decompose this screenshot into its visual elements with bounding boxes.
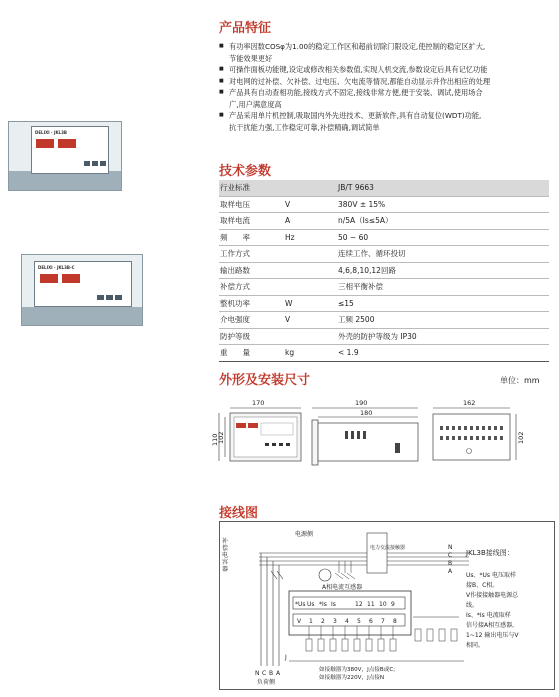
phase-n: N	[448, 544, 453, 551]
terminal-label: *Is	[319, 601, 327, 608]
side-depth-label: 190	[355, 399, 368, 407]
spec-name: 工作方式	[220, 249, 250, 259]
terminal-label: 10	[379, 601, 387, 608]
info-line: Us、*Us 电压取样	[466, 572, 516, 579]
spec-unit: V	[285, 199, 291, 209]
feature-line: ■ 产品具有自动查相功能,接线方式不固定,接线非常方便,便于安装、调试,使用场合	[219, 87, 557, 99]
spec-name: 取样电压	[220, 199, 250, 209]
table-row	[219, 345, 549, 362]
info-line: 信号接A相互感器,	[466, 622, 515, 629]
contactor-label: 电力交流接触器	[370, 545, 406, 551]
wiring-info	[466, 571, 554, 651]
spec-value: 工频 2500	[338, 315, 375, 325]
wiring-note-1: 如接触器为380V，J点接B或C;	[319, 667, 396, 673]
spec-unit	[284, 279, 337, 296]
table-row	[219, 246, 549, 263]
spec-value: 连续工作、循环投切	[338, 249, 406, 259]
spec-unit: V	[285, 315, 291, 325]
spec-name: 取样电流	[220, 216, 250, 226]
unit-label: 单位：mm	[500, 376, 540, 385]
spec-unit: W	[285, 298, 293, 308]
terminal-label: Us	[307, 601, 315, 608]
phase-left-b: B	[269, 670, 274, 677]
spec-unit: Hz	[285, 232, 295, 242]
terminal-label: 5	[357, 618, 361, 625]
terminal-label: 12	[355, 601, 363, 608]
spec-unit: A	[285, 216, 291, 226]
info-line: Is、*Is 电流取样	[466, 612, 511, 619]
terminal-label: 4	[345, 618, 349, 625]
front-view	[211, 399, 301, 461]
spec-name: 补偿方式	[220, 282, 250, 292]
spec-unit: kg	[285, 348, 295, 358]
terminal-label: 11	[367, 601, 375, 608]
terminal-label: *Us	[295, 601, 306, 608]
wiring-title: 接线图	[219, 506, 259, 521]
back-width-label: 162	[463, 399, 476, 407]
spec-name: 重 量	[220, 348, 250, 358]
terminal-label: 8	[393, 618, 397, 625]
spec-value: 三相平衡补偿	[338, 282, 383, 292]
power-side-label: 负荷侧	[257, 679, 276, 686]
spec-name: 输出路数	[220, 265, 250, 275]
terminal-label: 9	[391, 601, 395, 608]
side-inner-label: 180	[360, 409, 373, 417]
side-view	[312, 399, 418, 465]
spec-value: < 1.9	[338, 348, 359, 358]
spec-value: 50 ~ 60	[338, 232, 369, 242]
terminal-label: 3	[333, 618, 337, 625]
spec-value: JB/T 9663	[337, 180, 549, 196]
j-label: J	[285, 654, 287, 661]
info-line: 相同。	[466, 642, 485, 649]
feature-line: ■ 有功率因数COSφ为1.00的稳定工作区和超前切除门限设定,使控制的稳定区扩大,	[219, 41, 557, 53]
terminal-label: 2	[321, 618, 325, 625]
phase-left-n: N	[255, 670, 260, 677]
ct-label: A相电流互感器	[322, 584, 363, 591]
spec-unit	[284, 246, 337, 263]
table-row	[219, 180, 549, 196]
spec-name: 防护等级	[220, 331, 250, 341]
front-height-outer: 110	[211, 433, 219, 446]
specs-title: 技术参数	[219, 164, 272, 179]
feature-line: ■ 可操作面板功能键,设定或修改相关参数值,实现人机交流,参数设定后具有记忆功能	[219, 64, 557, 76]
spec-value: ≤15	[338, 298, 354, 308]
dimension-drawings	[205, 396, 555, 476]
spec-name: 频 率	[220, 232, 250, 242]
terminal-label: 1	[309, 618, 313, 625]
phase-b: B	[448, 560, 453, 567]
phase-a: A	[448, 568, 453, 575]
product-photo-jkl3c: DELIXI · JKL3B-C	[21, 254, 143, 326]
spec-value: 380V ± 15%	[338, 199, 386, 209]
diagram-title: JKL3B接线图：	[466, 549, 514, 557]
front-height-inner: 102	[217, 431, 225, 444]
product-photo-jkl3: DELIXI · JKL3B	[8, 121, 122, 191]
load-side-label: 电源侧	[295, 531, 314, 538]
info-line: 接B、C相。	[466, 582, 499, 589]
table-row	[219, 328, 549, 345]
specs-table	[219, 180, 549, 362]
feature-line: 广,用户满意度高	[229, 99, 282, 109]
spec-value: n/5A（Is≤5A）	[338, 216, 393, 226]
spec-unit	[284, 328, 337, 345]
front-width-label: 170	[252, 399, 265, 407]
terminal-label: 6	[369, 618, 373, 625]
table-row	[219, 213, 549, 230]
table-row	[219, 279, 549, 296]
terminal-label: V	[297, 618, 302, 625]
feature-line: ■ 产品采用单片机控制,吸取国内外先进技术、更新软件,具有自动复位(WDT)功能,	[219, 110, 557, 122]
spec-name: 介电强度	[220, 315, 250, 325]
wiring-note-2: 如接触器为220V，J点接N	[319, 675, 385, 681]
spec-name: 整机功率	[220, 298, 250, 308]
comp-label: 补偿电容器	[222, 538, 229, 573]
info-line: V作接接触器电源总	[466, 592, 519, 599]
table-row	[219, 229, 549, 246]
features-list	[219, 41, 557, 133]
back-view	[433, 399, 525, 460]
phase-left-a: A	[276, 670, 281, 677]
table-row	[219, 196, 549, 213]
table-row	[219, 312, 549, 329]
spec-unit	[284, 262, 337, 279]
feature-line: 节能效果更好	[229, 53, 273, 63]
terminal-label: 7	[381, 618, 385, 625]
spec-unit	[284, 180, 337, 196]
feature-line: 抗干扰能力强,工作稳定可靠,补偿精确,调试简单	[229, 122, 380, 132]
table-row	[219, 262, 549, 279]
phase-left-c: C	[262, 670, 267, 677]
phase-c: C	[448, 552, 453, 559]
terminal-label: Is	[331, 601, 336, 608]
info-line: 1~12 输出电压与V	[466, 632, 519, 639]
spec-name: 行业标准	[219, 180, 284, 196]
spec-value: 外壳的防护等级为 IP30	[338, 331, 417, 341]
back-height-label: 102	[517, 431, 525, 444]
feature-line: ■ 对电网的过补偿、欠补偿、过电压、欠电流等情况,都能自动显示并作出相应的处理	[219, 76, 557, 88]
dimensions-title: 外形及安装尺寸	[219, 373, 311, 388]
spec-value: 4,6,8,10,12回路	[338, 265, 396, 275]
info-line: 线。	[466, 602, 479, 609]
table-row	[219, 295, 549, 312]
features-title: 产品特征	[219, 21, 272, 36]
